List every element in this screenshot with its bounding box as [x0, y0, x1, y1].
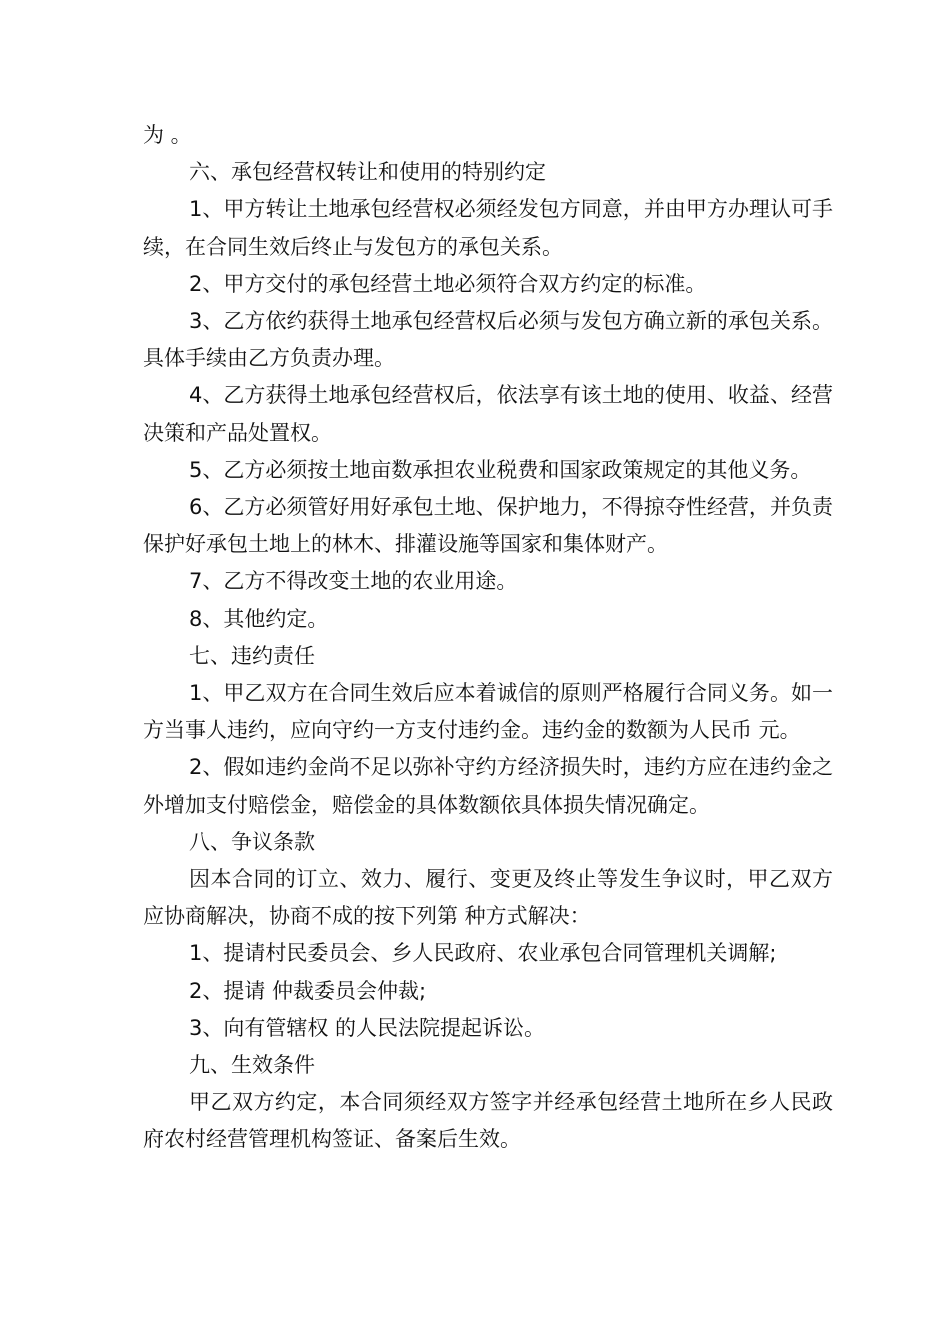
section-heading-8: 八、争议条款: [189, 829, 315, 854]
clause-6-7: 7、乙方不得改变土地的农业用途。: [189, 569, 518, 594]
clause-8-1: 1、提请村民委员会、乡人民政府、农业承包合同管理机关调解;: [189, 941, 777, 966]
clause-8-2: 2、提请 仲裁委员会仲裁;: [189, 978, 427, 1003]
clause-6-5: 5、乙方必须按土地亩数承担农业税费和国家政策规定的其他义务。: [189, 457, 812, 482]
clause-6-4: 4、乙方获得土地承包经营权后，依法享有该土地的使用、收益、经营决策和产品处置权。: [143, 383, 833, 445]
clause-6-3: 3、乙方依约获得土地承包经营权后必须与发包方确立新的承包关系。具体手续由乙方负责办理。: [143, 309, 833, 371]
clause-6-6: 6、乙方必须管好用好承包土地、保护地力，不得掠夺性经营，并负责保护好承包土地上的林木、排灌设施等国家和集体财产。: [143, 495, 833, 557]
section-heading-6: 六、承包经营权转让和使用的特别约定: [189, 160, 546, 185]
clause-6-2: 2、甲方交付的承包经营土地必须符合双方约定的标准。: [189, 271, 707, 296]
document-body: [143, 117, 833, 1159]
section-heading-7: 七、违约责任: [189, 643, 315, 668]
clause-7-2: 2、假如违约金尚不足以弥补守约方经济损失时，违约方应在违约金之外增加支付赔偿金，赔偿金的具体数额依具体损失情况确定。: [143, 755, 833, 817]
clause-7-1: 1、甲乙双方在合同生效后应本着诚信的原则严格履行合同义务。如一方当事人违约，应向守约一方支付违约金。违约金的数额为人民币 元。: [143, 681, 833, 743]
clause-6-1: 1、甲方转让土地承包经营权必须经发包方同意，并由甲方办理认可手续，在合同生效后终止与发包方的承包关系。: [143, 197, 833, 259]
clause-8-intro: 因本合同的订立、效力、履行、变更及终止等发生争议时，甲乙双方应协商解决，协商不成的按下列第 种方式解决：: [143, 867, 833, 929]
clause-6-8: 8、其他约定。: [189, 606, 329, 631]
section-heading-9: 九、生效条件: [189, 1053, 315, 1078]
clause-9-1: 甲乙双方约定，本合同须经双方签字并经承包经营土地所在乡人民政府农村经营管理机构签证、备案后生效。: [143, 1090, 833, 1152]
clause-8-3: 3、向有管辖权 的人民法院提起诉讼。: [189, 1015, 546, 1040]
paragraph-continuation: 为 。: [143, 123, 192, 147]
